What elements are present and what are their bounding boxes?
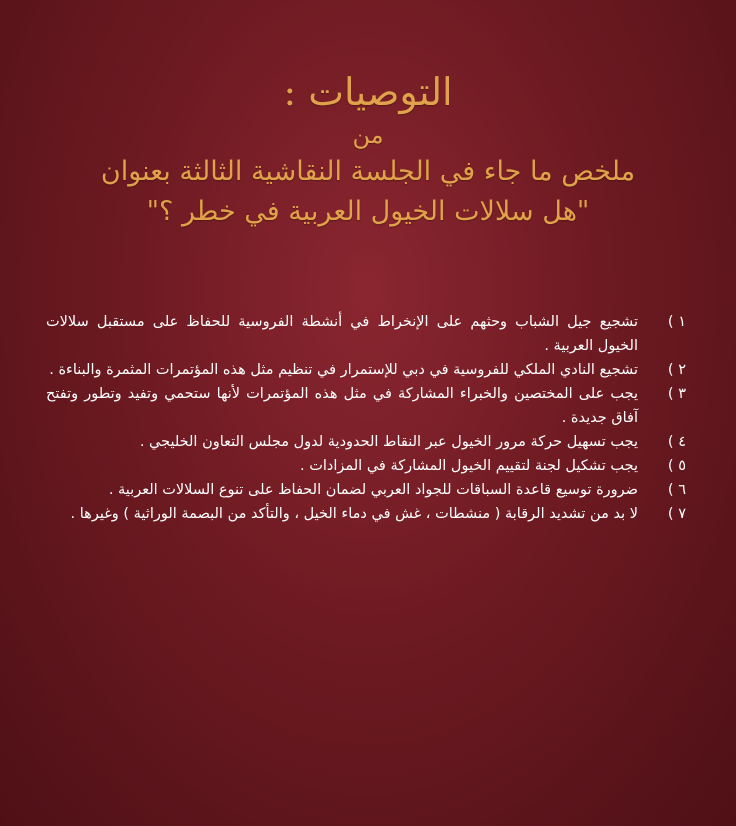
list-item-text: يجب على المختصين والخبراء المشاركة في مثل هذه المؤتمرات لأنها ستحمي وتفيد وتطور وتفتح آفاق جديدة . (46, 386, 638, 426)
list-item (46, 502, 686, 526)
list-item (46, 430, 686, 454)
list-item-text: ضرورة توسيع قاعدة السباقات للجواد العربي لضمان الحفاظ على تنوع السلالات العربية . (108, 482, 638, 498)
list-item-text: يجب تسهيل حركة مرور الخيول عبر النقاط الحدودية لدول مجلس التعاون الخليجي . (139, 434, 638, 450)
header (0, 68, 736, 232)
header-from: من (352, 121, 384, 149)
list-item-number: ١ ) (667, 314, 686, 330)
list-item (46, 310, 686, 358)
header-subtitle-line-1: ملخص ما جاء في الجلسة النقاشية الثالثة بعنوان (100, 156, 636, 187)
list-item-text: لا بد من تشديد الرقابة ( منشطات ، غش في دماء الخيل ، والتأكد من البصمة الوراثية ) وغيرها . (70, 506, 638, 522)
list-item-text: يجب تشكيل لجنة لتقييم الخيول المشاركة في المزادات . (300, 458, 638, 474)
list-item-number: ٧ ) (667, 506, 686, 522)
page-title: التوصيات : (283, 70, 453, 114)
list-item-text: تشجيع جيل الشباب وحثهم على الإنخراط في أنشطة الفروسية للحفاظ على مستقبل سلالات الخيول العربية . (46, 314, 638, 354)
list-item (46, 382, 686, 430)
list-item (46, 454, 686, 478)
header-subtitle-line-2: "هل سلالات الخيول العربية في خطر ؟" (146, 196, 590, 227)
list-item-text: تشجيع النادي الملكي للفروسية في دبي للإستمرار في تنظيم مثل هذه المؤتمرات المثمرة والبناءة . (49, 362, 638, 378)
list-item-number: ٥ ) (667, 458, 686, 474)
list-item-number: ٢ ) (667, 362, 686, 378)
list-item-number: ٦ ) (667, 482, 686, 498)
list-item (46, 478, 686, 502)
list-item-number: ٤ ) (667, 434, 686, 450)
recommendations-list (46, 310, 686, 526)
list-item (46, 358, 686, 382)
list-item-number: ٣ ) (667, 386, 686, 402)
